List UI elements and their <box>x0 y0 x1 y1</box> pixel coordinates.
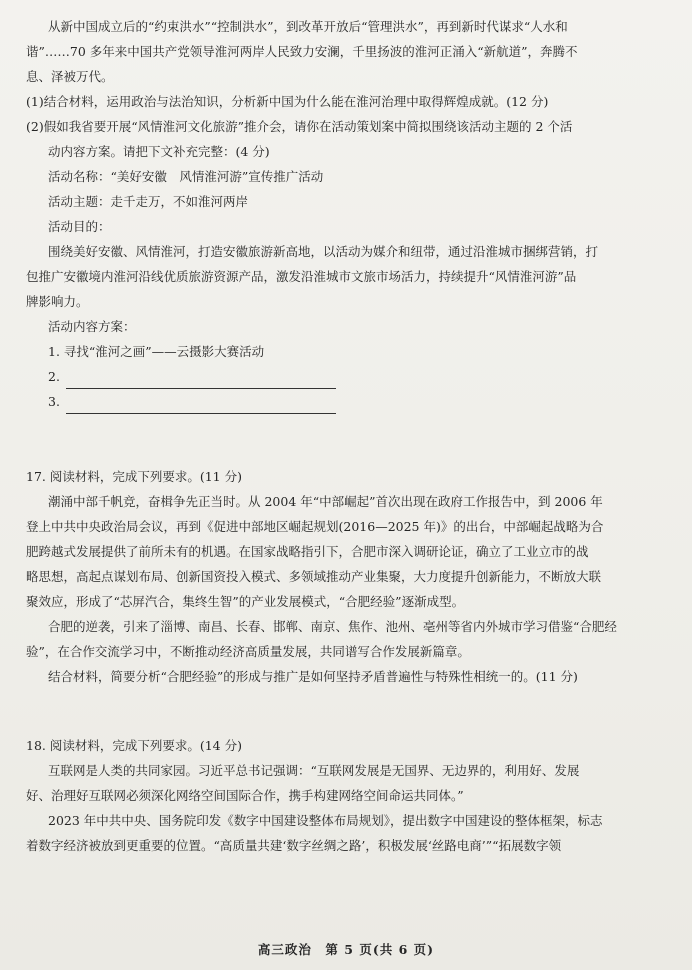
sub-question-1: (1)结合材料，运用政治与法治知识，分析新中国为什么能在淮河治理中取得辉煌成就。(12 分) <box>26 94 549 109</box>
plan-item-3 <box>26 389 662 414</box>
page-footer: 高三政治 第 5 页(共 6 页) <box>257 942 435 957</box>
material-line: 潮涌中部千帆竞，奋楫争先正当时。从 2004 年“中部崛起”首次出现在政府工作报告中，到 2006 年 <box>48 494 603 509</box>
activity-theme: 活动主题：走千走万，不如淮河两岸 <box>48 194 249 209</box>
plan-item-2 <box>26 364 662 389</box>
plan-label: 活动内容方案： <box>48 319 136 334</box>
plan-item-3-number: 3. <box>48 394 60 409</box>
activity-name: 活动名称：“美好安徽 风情淮河游”宣传推广活动 <box>48 169 324 184</box>
question-title: 17. 阅读材料，完成下列要求。(11 分) <box>26 469 242 484</box>
material-line: 着数字经济被放到更重要的位置。“高质量共建‘数字丝绸之路’，积极发展‘丝路电商’”“拓展数字领 <box>26 838 562 853</box>
activity-goal-line: 包推广安徽境内淮河沿线优质旅游资源产品，激发沿淮城市文旅市场活力，持续提升“风情淮河游”品 <box>26 269 577 284</box>
activity-goal-line: 围绕美好安徽、风情淮河，打造安徽旅游新高地，以活动为媒介和纽带，通过沿淮城市捆绑营销，打 <box>48 244 599 259</box>
material-line: 2023 年中共中央、国务院印发《数字中国建设整体布局规划》，提出数字中国建设的整体框架，标志 <box>48 813 603 828</box>
question-17 <box>26 464 662 689</box>
question-prompt: 结合材料，简要分析“合肥经验”的形成与推广是如何坚持矛盾普遍性与特殊性相统一的。(11 分) <box>48 669 578 684</box>
answer-blank[interactable] <box>66 397 336 414</box>
material-line: 肥跨越式发展提供了前所未有的机遇。在国家战略指引下，合肥市深入调研论证，确立了工业立市的战 <box>26 544 589 559</box>
plan-item-1: 1. 寻找“淮河之画”——云摄影大赛活动 <box>48 344 265 359</box>
sub-question-2: (2)假如我省要开展“风情淮河文化旅游”推介会，请你在活动策划案中简拟围绕该活动主题的 2 个活 <box>26 119 573 134</box>
material-line: 验”，在合作交流学习中，不断推动经济高质量发展，共同谱写合作发展新篇章。 <box>26 644 470 659</box>
material-line: 息、泽被万代。 <box>26 69 114 84</box>
material-line: 互联网是人类的共同家园。习近平总书记强调：“互联网发展是无国界、无边界的，利用好、发展 <box>48 763 580 778</box>
question-16-tail <box>26 14 662 414</box>
activity-goal-line: 牌影响力。 <box>26 294 89 309</box>
material-line: 从新中国成立后的“约束洪水”“控制洪水”，到改革开放后“管理洪水”，再到新时代谋求“人水和 <box>48 19 568 34</box>
material-line: 登上中共中央政治局会议，再到《促进中部地区崛起规划(2016—2025 年)》的出台，中部崛起战略为合 <box>26 519 604 534</box>
material-line: 合肥的逆袭，引来了淄博、南昌、长春、邯郸、南京、焦作、池州、亳州等省内外城市学习借鉴“合肥经 <box>48 619 617 634</box>
question-title: 18. 阅读材料，完成下列要求。(14 分) <box>26 738 242 753</box>
material-line: 聚效应，形成了“芯屏汽合，集终生智”的产业发展模式，“合肥经验”逐渐成型。 <box>26 594 465 609</box>
material-line: 谐”……70 多年来中国共产党领导淮河两岸人民致力安澜，千里扬波的淮河正涌入“新航道”，奔腾不 <box>26 44 578 59</box>
material-line: 好、治理好互联网必须深化网络空间国际合作，携手构建网络空间命运共同体。” <box>26 788 464 803</box>
activity-goal-label: 活动目的： <box>48 219 111 234</box>
sub-question-2: 动内容方案。请把下文补充完整：(4 分) <box>48 144 270 159</box>
plan-item-2-number: 2. <box>48 369 60 384</box>
question-18 <box>26 733 662 858</box>
answer-blank[interactable] <box>66 372 336 389</box>
material-line: 略思想，高起点谋划布局、创新国资投入模式、多领域推动产业集聚，大力度提升创新能力，不断放大联 <box>26 569 602 584</box>
